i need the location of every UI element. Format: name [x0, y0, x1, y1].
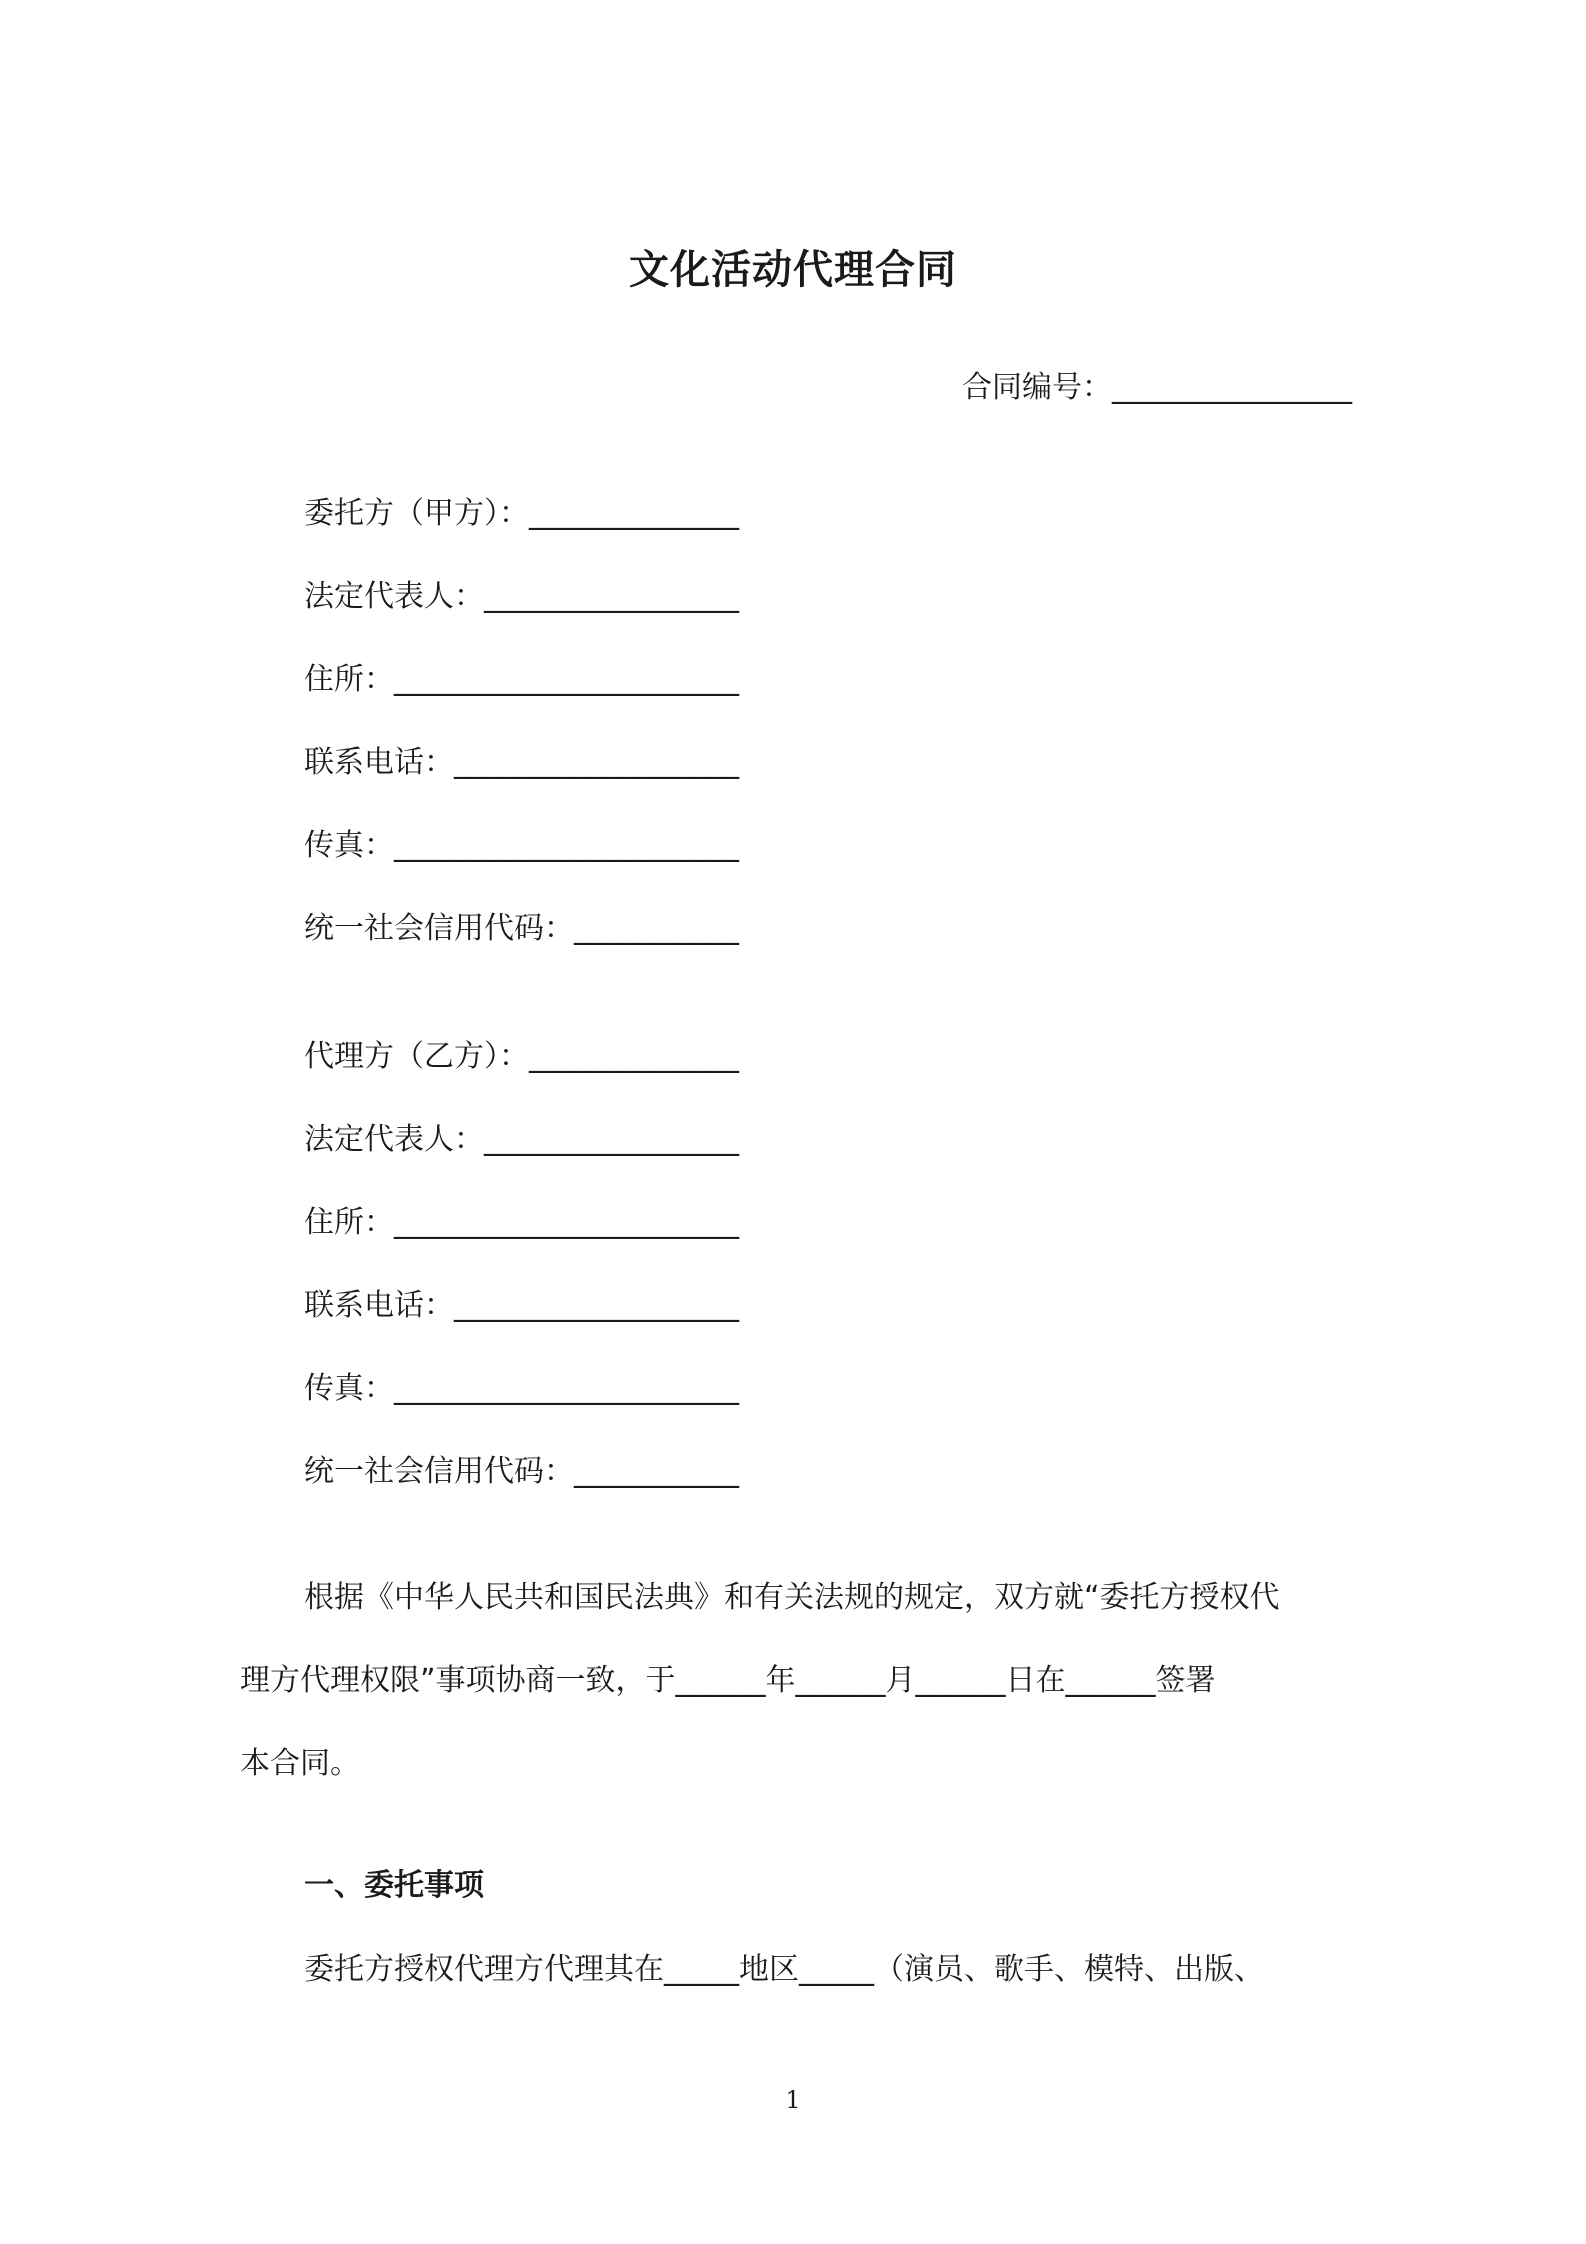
party-a-phone-field: 联系电话：___________________ [304, 745, 739, 780]
preamble-line-1: 根据《中华人民共和国民法典》和有关法规的规定，双方就“委托方授权代 [304, 1580, 1280, 1615]
party-a-address-field: 住所：_______________________ [304, 662, 739, 697]
section-1-text: 委托方授权代理方代理其在_____地区_____（演员、歌手、模特、出版、 [304, 1952, 1264, 1987]
party-a-credit-code-field: 统一社会信用代码：___________ [304, 911, 739, 946]
document-title: 文化活动代理合同 [629, 247, 957, 293]
party-b-phone-field: 联系电话：___________________ [304, 1288, 739, 1323]
party-a-legal-rep-field: 法定代表人：_________________ [304, 579, 739, 614]
section-heading: 一、委托事项 [304, 1868, 484, 1903]
party-b-credit-code-field: 统一社会信用代码：___________ [304, 1454, 739, 1489]
preamble-line-3: 本合同。 [240, 1746, 360, 1781]
party-b-legal-rep-field: 法定代表人：_________________ [304, 1122, 739, 1157]
party-b-name-field: 代理方（乙方）：______________ [304, 1039, 739, 1074]
party-b-address-field: 住所：_______________________ [304, 1205, 739, 1240]
party-b-fax-field: 传真：_______________________ [304, 1371, 739, 1406]
party-a-name-field: 委托方（甲方）：______________ [304, 496, 739, 531]
contract-number-field: 合同编号：________________ [962, 370, 1352, 405]
page-number: 1 [785, 2086, 801, 2114]
party-a-fax-field: 传真：_______________________ [304, 828, 739, 863]
preamble-line-2: 理方代理权限”事项协商一致，于______年______月______日在______签署 [240, 1663, 1216, 1698]
